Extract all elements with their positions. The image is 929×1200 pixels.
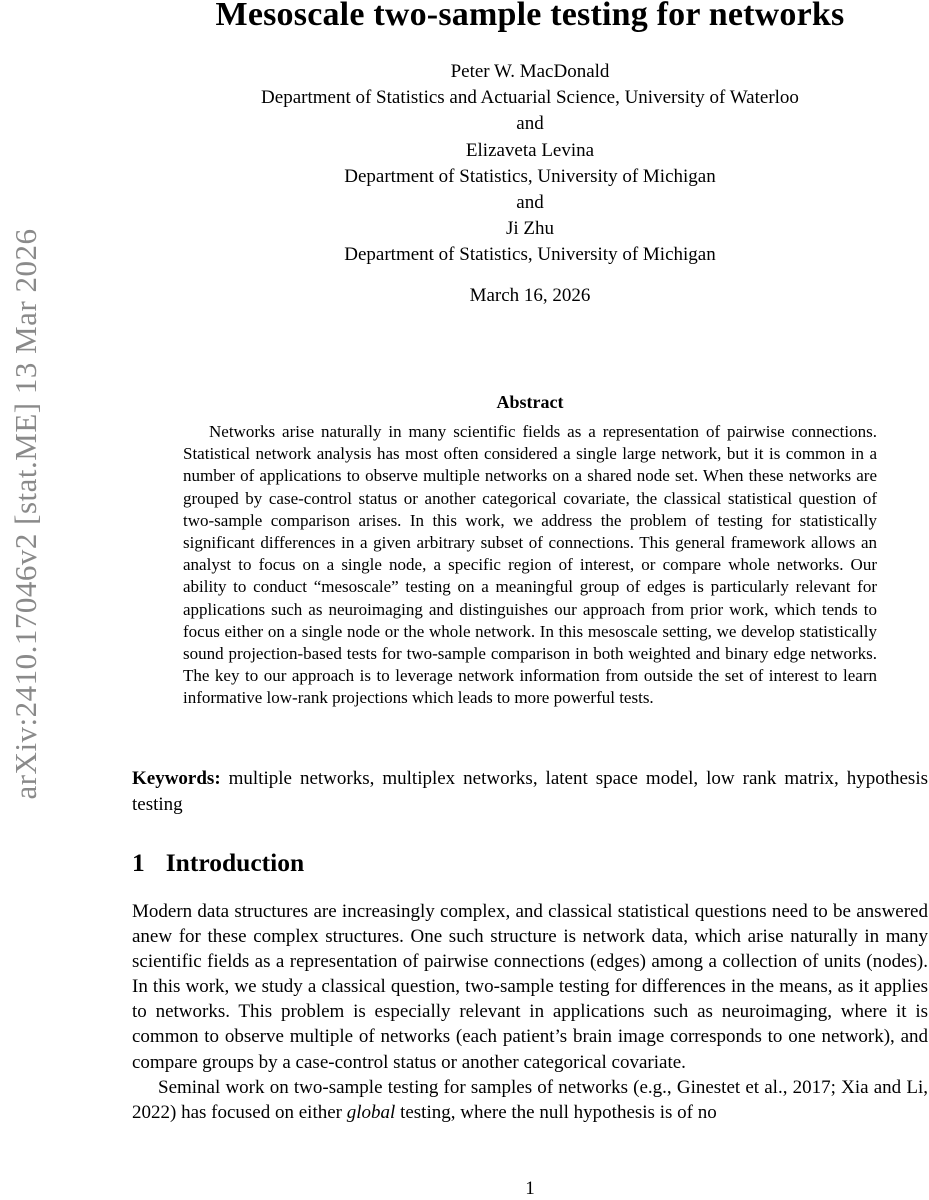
paragraph: Seminal work on two-sample testing for samples of networks (e.g., Ginestet et al., 2017; Xia and Li, 2022) has focused on either global testing, where the null hypothesis is of no (132, 1076, 928, 1123)
author-name: Elizaveta Levina (465, 139, 595, 161)
keywords-line (132, 766, 928, 818)
emphasized-word: global (346, 1101, 396, 1123)
paper-date: March 16, 2026 (469, 285, 591, 306)
author-separator: and (516, 192, 544, 214)
keywords-text: multiple networks, multiplex networks, latent space model, low rank matrix, hypothesis testing (132, 768, 928, 815)
abstract-text: Networks arise naturally in many scientific fields as a representation of pairwise connections. Statistical network analysis has most often considered a single large network, but it is common in a number of applications to observe multiple networks on a shared node set. When these networks are grouped by case-control status or another categorical covariate, the classical statistical question of two-sample comparison arises. In this work, we address the problem of testing for statistically significant differences in a given arbitrary subset of connections. This general framework allows an analyst to focus on a single node, a specific region of interest, or compare whole networks. Our ability to conduct “mesoscale” testing on a meaningful group of edges is particularly relevant for applications such as neuroimaging and distinguishes our approach from prior work, which tends to focus either on a single node or the whole network. In this mesoscale setting, we develop statistically sound projection-based tests for two-sample comparison in both weighted and binary edge networks. The key to our approach is to leverage network information from outside the set of interest to learn informative low-rank projections which leads to more powerful tests. (183, 422, 877, 708)
author-name: Ji Zhu (505, 218, 555, 240)
page-content (132, 0, 928, 1200)
paper-title: Mesoscale two-sample testing for networks (215, 0, 845, 33)
author-affiliation: Department of Statistics, University of Michigan (344, 165, 716, 187)
section-number: 1 (132, 848, 145, 877)
section-heading-introduction (132, 848, 304, 878)
introduction-body (132, 899, 928, 1125)
author-affiliation: Department of Statistics, University of Michigan (344, 244, 716, 266)
author-affiliation: Department of Statistics and Actuarial Science, University of Waterloo (261, 87, 799, 109)
author-block (132, 59, 928, 269)
section-title: Introduction (165, 848, 305, 877)
author-separator: and (516, 113, 544, 135)
keywords-label: Keywords: (132, 768, 221, 789)
abstract-heading: Abstract (496, 392, 564, 412)
paragraph: Modern data structures are increasingly complex, and classical statistical questions need to be answered anew for these complex structures. One such structure is network data, which arise naturally in many scientific fields as a representation of pairwise connections (edges) among a collection of units (nodes). In this work, we study a classical question, two-sample testing for differences in the means, as it applies to networks. This problem is especially relevant in applications such as neuroimaging, where it is common to observe multiple of networks (each patient’s brain image corresponds to one network), and compare groups by a case-control status or another categorical covariate. (132, 901, 928, 1073)
page-number: 1 (525, 1178, 535, 1199)
arxiv-watermark-text: arXiv:2410.17046v2 [stat.ME] 13 Mar 2026 (8, 228, 43, 800)
author-name: Peter W. MacDonald (450, 61, 610, 82)
